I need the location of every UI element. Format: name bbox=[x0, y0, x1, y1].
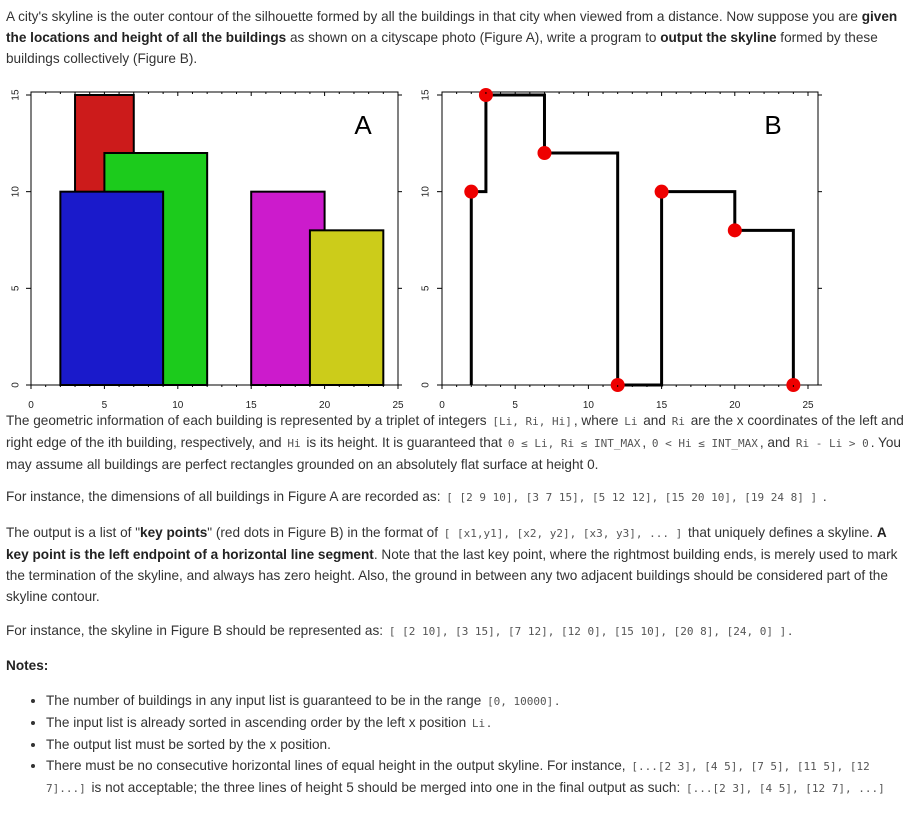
geometry-text-8: . You may assume all buildings are perfect rectangles grounded on an absolutely flat surface at height 0. bbox=[6, 435, 901, 472]
y-tick-label: 10 bbox=[10, 186, 22, 198]
intro-text-2: as shown on a cityscape photo (Figure A), write a program to bbox=[286, 30, 661, 45]
note-4-text-1: There must be no consecutive horizontal lines of equal height in the output skyline. For instance, bbox=[46, 758, 630, 773]
geometry-paragraph bbox=[6, 410, 912, 475]
geometry-text-3: and bbox=[639, 413, 670, 428]
building-rect bbox=[60, 192, 163, 385]
instance-a-paragraph bbox=[6, 486, 912, 508]
y-tick-label: 5 bbox=[10, 285, 22, 292]
intro-text-3: formed by these buildings collectively (Figure B). bbox=[6, 30, 878, 66]
figures bbox=[0, 76, 916, 412]
range-li-code: 0 ≤ Li, Ri ≤ INT_MAX bbox=[507, 437, 641, 450]
output-text-1: The output is a list of " bbox=[6, 525, 141, 540]
geometry-text-5: is its height. It is guaranteed that bbox=[302, 435, 506, 450]
output-bold-1: key points bbox=[140, 525, 208, 540]
note-4-text-2: is not acceptable; the three lines of height 5 should be merged into one in the final output as such: bbox=[87, 780, 685, 795]
figure-a bbox=[11, 89, 404, 411]
instance-b-code: [ [2 10], [3 15], [7 12], [12 0], [15 10], [20 8], [24, 0] ] bbox=[388, 625, 787, 638]
output-bold-2: A key point is the left endpoint of a horizontal line segment bbox=[6, 525, 887, 562]
ri-code: Ri bbox=[671, 415, 685, 428]
note-2-code: Li bbox=[471, 717, 486, 730]
output-paragraph bbox=[6, 522, 912, 607]
key-point-dot bbox=[728, 223, 742, 237]
notes-title bbox=[6, 655, 912, 676]
note-4-code-1: [...[2 3], [4 5], [7 5], [11 5], [12 7]...] bbox=[46, 760, 870, 795]
output-format-code: [ [x1,y1], [x2, y2], [x3, y3], ... ] bbox=[443, 527, 683, 540]
x-tick-label: 10 bbox=[582, 400, 594, 411]
instance-b-text-1: For instance, the skyline in Figure B should be represented as: bbox=[6, 623, 384, 638]
output-text-3: that uniquely defines a skyline. bbox=[684, 525, 877, 540]
instance-a-text-2: . bbox=[819, 489, 827, 504]
geometry-text-1: The geometric information of each building is represented by a triplet of integers bbox=[6, 413, 491, 428]
output-text-2: " (red dots in Figure B) in the format of bbox=[207, 525, 442, 540]
key-point-dot bbox=[655, 185, 669, 199]
skyline-path bbox=[471, 95, 793, 385]
x-tick-label: 5 bbox=[512, 400, 518, 411]
note-item bbox=[46, 755, 916, 799]
x-tick-label: 0 bbox=[28, 400, 34, 411]
note-1-text-1: The number of buildings in any input list is guaranteed to be in the range bbox=[46, 693, 486, 708]
figures-svg bbox=[0, 76, 916, 412]
notes-list bbox=[6, 690, 916, 799]
key-point-dot bbox=[479, 88, 493, 102]
x-tick-label: 20 bbox=[319, 400, 331, 411]
figure-b bbox=[421, 88, 822, 411]
note-3-text: The output list must be sorted by the x position. bbox=[46, 737, 331, 752]
plot-frame bbox=[442, 92, 818, 385]
note-item bbox=[46, 690, 916, 712]
building-rect bbox=[310, 230, 383, 385]
note-4-code-2: [...[2 3], [4 5], [12 7], ...] bbox=[686, 782, 885, 795]
instance-a-text-1: For instance, the dimensions of all buildings in Figure A are recorded as: bbox=[6, 489, 445, 504]
intro-text-1: A city's skyline is the outer contour of the silhouette formed by all the buildings in that city when viewed from a distance. Now suppose you are bbox=[6, 9, 862, 24]
notes-title-text: Notes: bbox=[6, 658, 49, 673]
hi-code: Hi bbox=[287, 437, 301, 450]
panel-label: A bbox=[354, 110, 372, 140]
instance-b-text-2: . bbox=[788, 623, 792, 638]
note-item bbox=[46, 712, 916, 734]
x-tick-label: 0 bbox=[439, 400, 445, 411]
note-1-text-2: . bbox=[555, 693, 560, 708]
note-item bbox=[46, 734, 916, 755]
note-2-text-2: . bbox=[487, 715, 491, 730]
y-tick-label: 0 bbox=[10, 382, 22, 388]
x-tick-label: 20 bbox=[729, 400, 741, 411]
y-tick-label: 10 bbox=[420, 186, 432, 198]
key-point-dot bbox=[537, 146, 551, 160]
intro-paragraph bbox=[6, 6, 912, 69]
output-text-4: . Note that the last key point, where the rightmost building ends, is merely used to mark the termination of the skyline, and always has zero height. Also, the ground in between any two adjacent buildings should be considered part of the skyline contour. bbox=[6, 547, 898, 604]
instance-a-code: [ [2 9 10], [3 7 15], [5 12 12], [15 20 10], [19 24 8] ] bbox=[446, 491, 818, 504]
x-tick-label: 5 bbox=[101, 400, 108, 411]
note-1-code: [0, 10000] bbox=[487, 695, 554, 708]
x-tick-label: 25 bbox=[802, 400, 814, 411]
li-code: Li bbox=[624, 415, 638, 428]
range-hi-code: 0 < Hi ≤ INT_MAX bbox=[651, 437, 758, 450]
y-tick-label: 5 bbox=[420, 285, 432, 292]
x-tick-label: 15 bbox=[656, 400, 668, 411]
geometry-text-4: are the x coordinates of the left and right edge of the ith building, respectively, and bbox=[6, 413, 904, 450]
geometry-text-6: , bbox=[642, 435, 650, 450]
intro-bold-1: given the locations and height of all the buildings bbox=[6, 9, 898, 45]
x-tick-label: 10 bbox=[172, 400, 184, 411]
width-code: Ri - Li > 0 bbox=[795, 437, 869, 450]
y-tick-label: 15 bbox=[10, 89, 22, 101]
x-tick-label: 15 bbox=[245, 400, 257, 411]
geometry-text-7: , and bbox=[759, 435, 794, 450]
key-point-dot bbox=[464, 185, 478, 199]
panel-label: B bbox=[764, 110, 782, 140]
x-tick-label: 25 bbox=[392, 400, 404, 411]
instance-b-paragraph bbox=[6, 620, 912, 642]
y-tick-label: 15 bbox=[420, 89, 432, 101]
y-tick-label: 0 bbox=[420, 382, 432, 388]
geometry-text-2: , where bbox=[573, 413, 623, 428]
intro-bold-2: output the skyline bbox=[660, 30, 777, 45]
triplet-code: [Li, Ri, Hi] bbox=[492, 415, 572, 428]
note-2-text-1: The input list is already sorted in ascending order by the left x position bbox=[46, 715, 470, 730]
